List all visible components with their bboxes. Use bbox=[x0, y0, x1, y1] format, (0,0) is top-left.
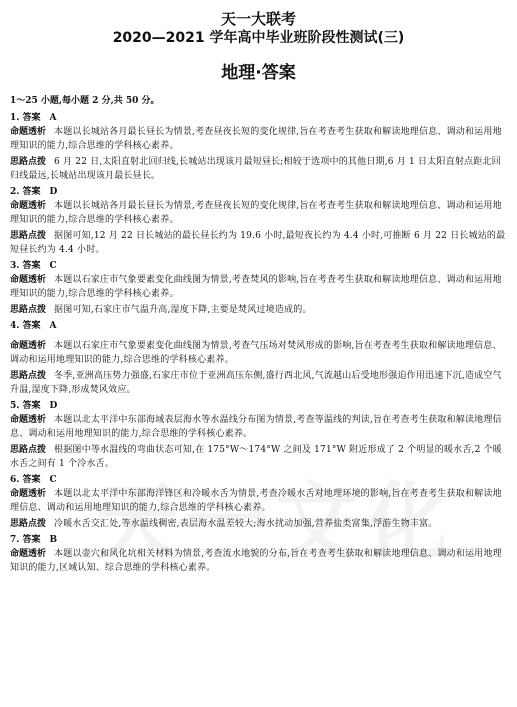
hint-label: 思路点拨 bbox=[10, 519, 47, 529]
hint-row bbox=[10, 155, 510, 183]
intent-text: 本题以壶穴和风化坑相关材料为情景,考查流水地貌的分布,旨在考查考生获取和解读地理信息、调动和运用地理知识的能力,区域认知、综合思维的学科核心素养。 bbox=[10, 549, 502, 573]
hint-row bbox=[10, 443, 510, 471]
intent-row bbox=[10, 487, 510, 515]
question-3 bbox=[10, 259, 510, 317]
answer-line: 2. 答案 D bbox=[10, 187, 58, 197]
hint-text: 据图可知,石家庄市气温升高,湿度下降,主要是焚风过境造成的。 bbox=[54, 305, 312, 315]
intent-text: 本题以石家庄市气象要素变化曲线图为情景,考查焚风的影响,旨在考查考生获取和解读地理信息、调动和运用地理知识的能力,综合思维的学科核心素养。 bbox=[10, 275, 502, 299]
answer-line: 4. 答案 A bbox=[10, 321, 57, 331]
answer-line: 3. 答案 C bbox=[10, 261, 57, 271]
hint-text: 据图可知,12 月 22 日长城站的最长昼长约为 19.6 小时,最短夜长约为 4.4 小时,可推断 6 月 22 日长城站的最短昼长约为 4.4 小时。 bbox=[10, 231, 506, 255]
hint-label: 思路点拨 bbox=[10, 157, 47, 167]
intent-label: 命题透析 bbox=[10, 201, 47, 211]
hint-label: 思路点拨 bbox=[10, 445, 47, 455]
intent-label: 命题透析 bbox=[10, 415, 47, 425]
intent-label: 命题透析 bbox=[10, 549, 47, 559]
question-5 bbox=[10, 399, 510, 471]
hint-text: 冷暖水舌交汇处,等水温线稠密,表层海水温差较大;海水扰动加强,营养盐类富集,浮游生物丰富。 bbox=[54, 519, 438, 529]
intent-row bbox=[10, 199, 510, 227]
answer-line: 5. 答案 D bbox=[10, 401, 58, 411]
hint-text: 冬季,亚洲高压势力强盛,石家庄市位于亚洲高压东侧,盛行西北风,气流越山后受地形强迫作用迅速下沉,造成空气升温,湿度下降,形成焚风效应。 bbox=[10, 371, 502, 395]
question-2 bbox=[10, 185, 510, 257]
intent-text: 本题以长城站各月最长昼长为情景,考查昼夜长短的变化规律,旨在考查考生获取和解读地理信息、调动和运用地理知识的能力,综合思维的学科核心素养。 bbox=[10, 127, 502, 151]
intent-row bbox=[10, 413, 510, 441]
intent-text: 本题以北太平洋中东部海域表层海水等水温线分布图为情景,考查等温线的判读,旨在考查考生获取和解读地理信息、调动和运用地理知识的能力,综合思维的学科核心素养。 bbox=[10, 415, 502, 439]
hint-row bbox=[10, 369, 510, 397]
subject-title: 地理·答案 bbox=[221, 63, 296, 83]
intent-label: 命题透析 bbox=[10, 127, 47, 137]
intent-label: 命题透析 bbox=[10, 275, 47, 285]
intent-row bbox=[10, 547, 510, 575]
intent-text: 本题以北太平洋中东部海洋锋区和冷暖水舌为情景,考查冷暖水舌对地理环境的影响,旨在考查考生获取和解读地理信息、调动和运用地理知识的能力,综合思维的学科核心素养。 bbox=[10, 489, 502, 513]
intent-label: 命题透析 bbox=[10, 489, 47, 499]
exam-subtitle: 2020—2021 学年高中毕业班阶段性测试(三) bbox=[112, 30, 405, 46]
intent-text: 本题以石家庄市气象要素变化曲线图为情景,考查气压场对焚风形成的影响,旨在考查考生获取和解读地理信息、调动和运用地理知识的能力,综合思维的学科核心素养。 bbox=[10, 341, 502, 365]
answer-line: 1. 答案 A bbox=[10, 113, 57, 123]
exam-title: 天一大联考 bbox=[220, 10, 296, 28]
intent-text: 本题以长城站各月最长昼长为情景,考查昼夜长短的变化规律,旨在考查考生获取和解读地理信息、调动和运用地理知识的能力,综合思维的学科核心素养。 bbox=[10, 201, 502, 225]
answer-line: 6. 答案 C bbox=[10, 475, 57, 485]
answer-content bbox=[10, 94, 510, 577]
answer-line: 7. 答案 B bbox=[10, 535, 58, 545]
hint-row bbox=[10, 229, 510, 257]
intent-row bbox=[10, 273, 510, 301]
section-intro: 1～25 小题,每小题 2 分,共 50 分。 bbox=[10, 96, 160, 106]
hint-label: 思路点拨 bbox=[10, 231, 47, 241]
intent-row bbox=[10, 339, 510, 367]
question-6 bbox=[10, 473, 510, 531]
intent-row bbox=[10, 125, 510, 153]
hint-text: 根据图中等水温线的弯曲状态可知,在 175°W～174°W 之间及 171°W 附近形成了 2 个明显的暖水舌,2 个暖水舌之间有 1 个冷水舌。 bbox=[10, 445, 503, 469]
hint-row bbox=[10, 303, 510, 317]
hint-label: 思路点拨 bbox=[10, 371, 47, 381]
hint-text: 6 月 22 日,太阳直射北回归线,长城站出现该月最短昼长;相较于选项中的其他日期,6 月 1 日太阳直射点距北回归线最远,长城站出现该月最长昼长。 bbox=[10, 157, 501, 181]
hint-label: 思路点拨 bbox=[10, 305, 47, 315]
question-7 bbox=[10, 533, 510, 575]
question-4 bbox=[10, 319, 510, 397]
question-1 bbox=[10, 111, 510, 183]
hint-row bbox=[10, 517, 510, 531]
intent-label: 命题透析 bbox=[10, 341, 47, 351]
